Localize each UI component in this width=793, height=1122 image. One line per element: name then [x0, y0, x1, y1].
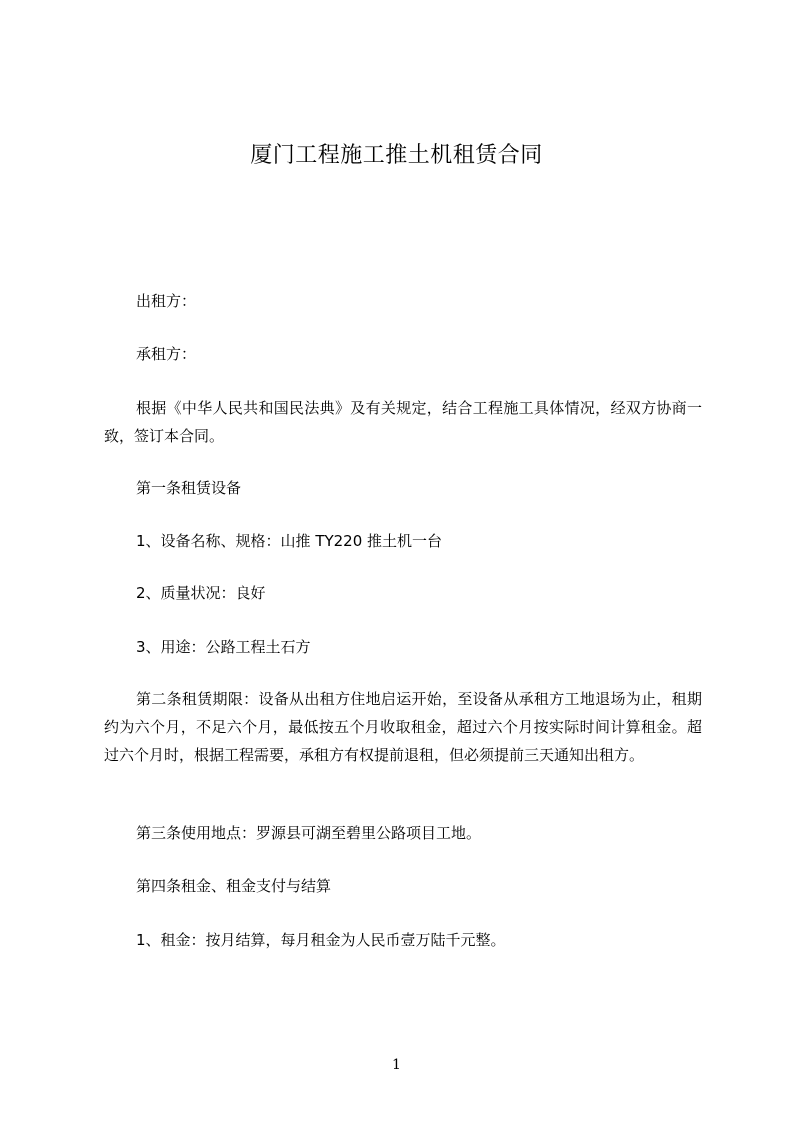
article4-item1: 1、租金：按月结算，每月租金为人民币壹万陆千元整。: [136, 931, 506, 949]
page-title: 厦门工程施工推土机租赁合同: [250, 143, 543, 168]
article3-paragraph: 第三条使用地点：罗源县可湖至碧里公路项目工地。: [136, 824, 482, 842]
article1-item3: 3、用途：公路工程土石方: [136, 638, 311, 656]
article1-item1: 1、设备名称、规格：山推 TY220 推土机一台: [136, 532, 443, 550]
page-number: 1: [392, 1057, 401, 1073]
lessor-label: 出租方：: [136, 292, 197, 310]
article1-item2: 2、质量状况：良好: [136, 584, 266, 602]
lessee-label: 承租方：: [136, 345, 197, 363]
article2-paragraph: 第二条租赁期限：设备从出租方住地启运开始，至设备从承租方工地退场为止，租期约为六个月，不足六个月，最低按五个月收取租金，超过六个月按实际时间计算租金。超过六个月时，根据工程需要，承租方有权提前退租，但必须提前三天通知出租方。: [104, 690, 702, 764]
article4-heading: 第四条租金、租金支付与结算: [136, 877, 332, 895]
preamble-paragraph: 根据《中华人民共和国民法典》及有关规定，结合工程施工具体情况，经双方协商一致，签订本合同。: [104, 399, 702, 445]
article1-heading: 第一条租赁设备: [136, 479, 242, 497]
